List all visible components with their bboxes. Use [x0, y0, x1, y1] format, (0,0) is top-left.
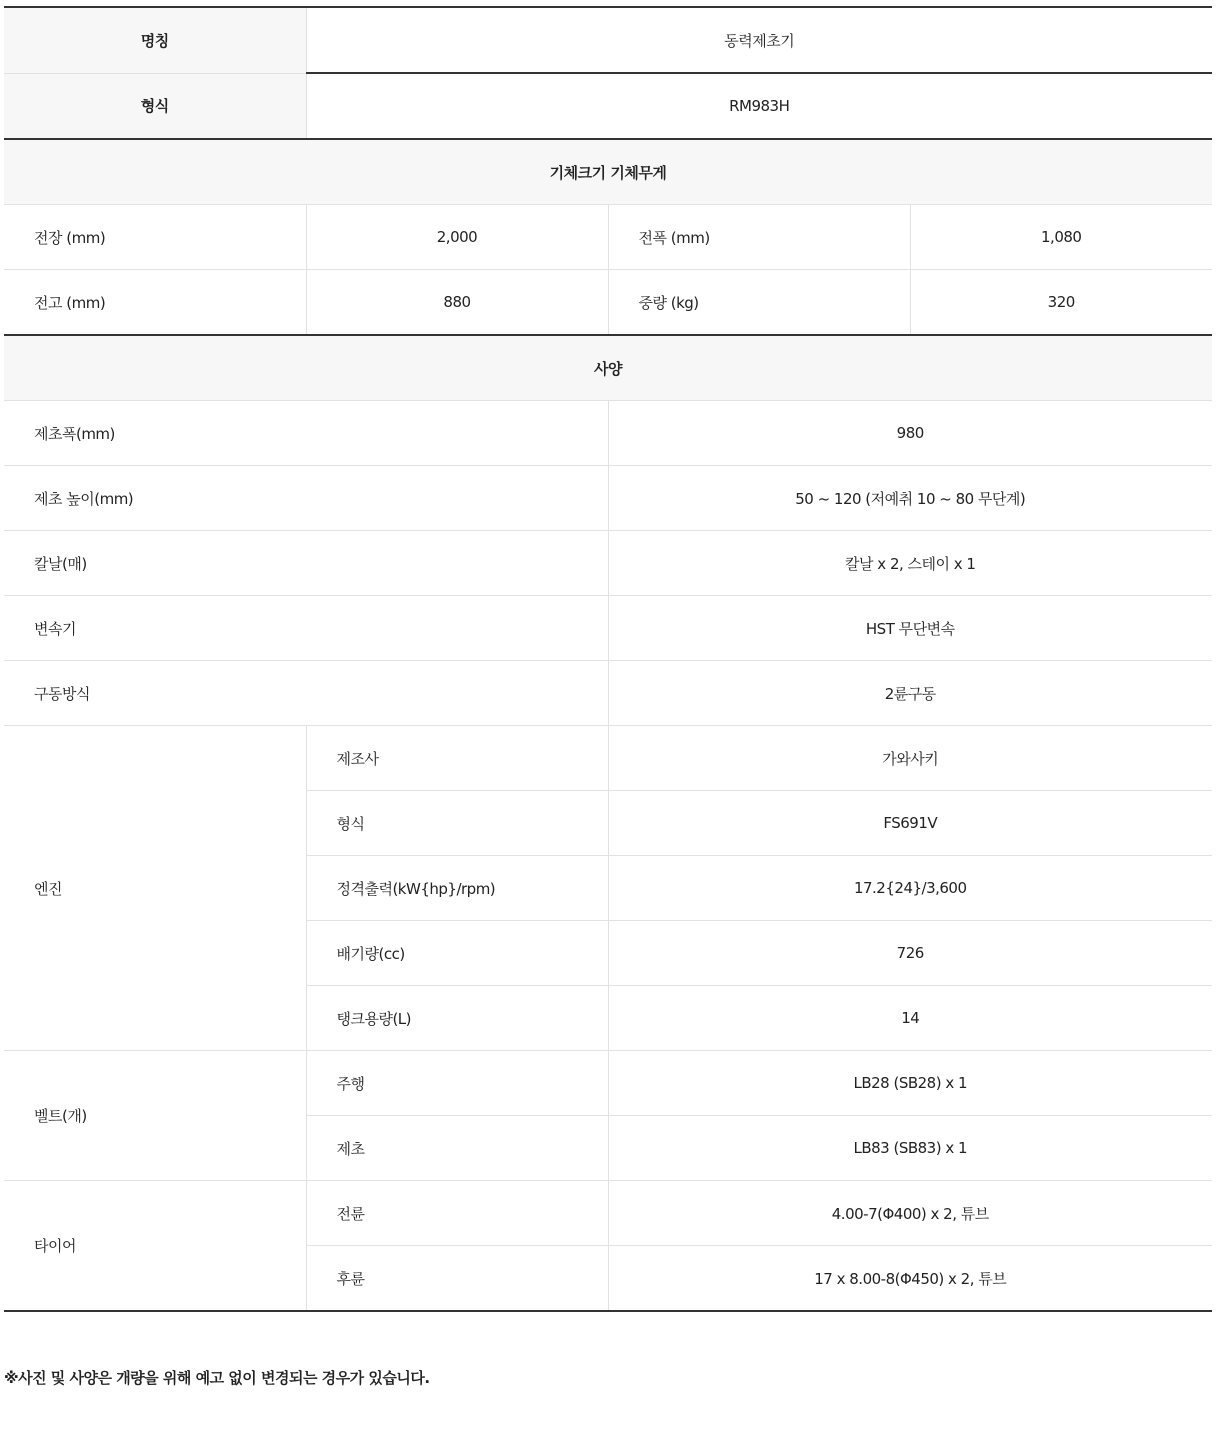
weight-label: 중량 (kg)	[608, 270, 910, 336]
belt-row	[4, 1051, 1212, 1116]
engine-sub-value: 가와사키	[608, 726, 1212, 791]
spec-row	[4, 596, 1212, 661]
engine-sub-label: 정격출력(kW{hp}/rpm)	[306, 856, 608, 921]
name-value: 동력제초기	[306, 7, 1212, 73]
model-label: 형식	[4, 73, 306, 139]
spec-label: 칼날(매)	[4, 531, 608, 596]
width-label: 전폭 (mm)	[608, 205, 910, 270]
engine-sub-label: 탱크용량(L)	[306, 986, 608, 1051]
spec-row	[4, 531, 1212, 596]
spec-label: 제초폭(mm)	[4, 401, 608, 466]
engine-sub-value: 14	[608, 986, 1212, 1051]
engine-sub-label: 배기량(cc)	[306, 921, 608, 986]
length-label: 전장 (mm)	[4, 205, 306, 270]
weight-value: 320	[910, 270, 1212, 336]
specs-header-row	[4, 335, 1212, 401]
tire-sub-value: 17 x 8.00-8(Φ450) x 2, 튜브	[608, 1246, 1212, 1312]
length-value: 2,000	[306, 205, 608, 270]
engine-row	[4, 726, 1212, 791]
height-label: 전고 (mm)	[4, 270, 306, 336]
specs-title: 사양	[4, 335, 1212, 401]
belt-sub-value: LB83 (SB83) x 1	[608, 1116, 1212, 1181]
spec-table	[4, 6, 1212, 1312]
model-row	[4, 73, 1212, 139]
belt-label: 벨트(개)	[4, 1051, 306, 1181]
spec-value: 칼날 x 2, 스테이 x 1	[608, 531, 1212, 596]
engine-label: 엔진	[4, 726, 306, 1051]
model-value: RM983H	[306, 73, 1212, 139]
spec-label: 구동방식	[4, 661, 608, 726]
spec-label: 변속기	[4, 596, 608, 661]
spec-label: 제초 높이(mm)	[4, 466, 608, 531]
dimensions-row-2	[4, 270, 1212, 336]
spec-value: 50 ~ 120 (저예취 10 ~ 80 무단계)	[608, 466, 1212, 531]
height-value: 880	[306, 270, 608, 336]
belt-sub-value: LB28 (SB28) x 1	[608, 1051, 1212, 1116]
spec-value: HST 무단변속	[608, 596, 1212, 661]
spec-row	[4, 661, 1212, 726]
dimensions-header-row	[4, 139, 1212, 205]
tire-label: 타이어	[4, 1181, 306, 1312]
engine-sub-label: 형식	[306, 791, 608, 856]
belt-sub-label: 주행	[306, 1051, 608, 1116]
footnote: ※사진 및 사양은 개량을 위해 예고 없이 변경되는 경우가 있습니다.	[4, 1369, 430, 1387]
name-row	[4, 7, 1212, 73]
engine-sub-value: FS691V	[608, 791, 1212, 856]
engine-sub-value: 726	[608, 921, 1212, 986]
dimensions-title: 기체크기 기체무게	[4, 139, 1212, 205]
name-label: 명칭	[4, 7, 306, 73]
spec-row	[4, 401, 1212, 466]
spec-value: 2륜구동	[608, 661, 1212, 726]
dimensions-row-1	[4, 205, 1212, 270]
engine-sub-label: 제조사	[306, 726, 608, 791]
spec-table-wrapper	[4, 6, 1212, 1312]
belt-sub-label: 제초	[306, 1116, 608, 1181]
tire-sub-value: 4.00-7(Φ400) x 2, 튜브	[608, 1181, 1212, 1246]
spec-row	[4, 466, 1212, 531]
spec-value: 980	[608, 401, 1212, 466]
width-value: 1,080	[910, 205, 1212, 270]
tire-row	[4, 1181, 1212, 1246]
tire-sub-label: 전륜	[306, 1181, 608, 1246]
tire-sub-label: 후륜	[306, 1246, 608, 1312]
engine-sub-value: 17.2{24}/3,600	[608, 856, 1212, 921]
